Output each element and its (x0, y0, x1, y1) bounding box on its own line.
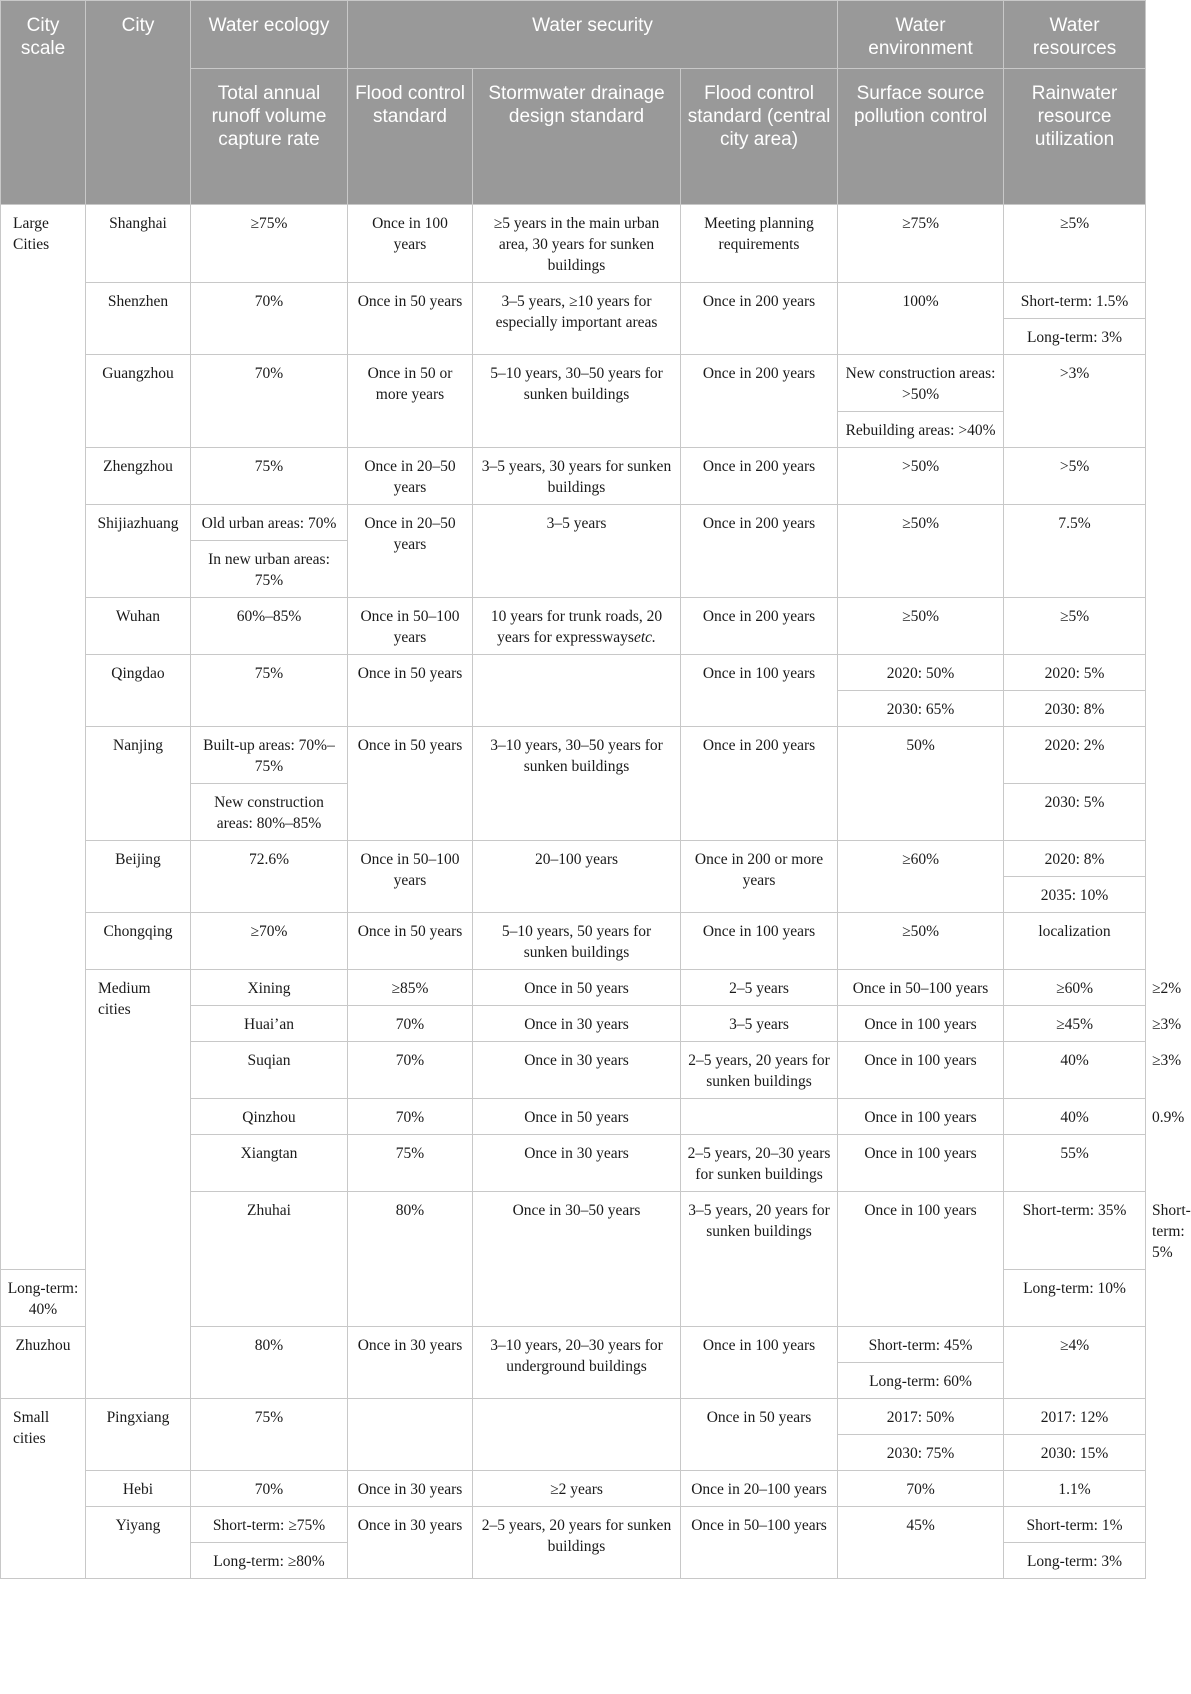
cell-flood: Once in 30–50 years (473, 1192, 681, 1327)
header-city: City (86, 1, 191, 205)
cell-flood: Once in 20–50 years (348, 448, 473, 505)
cell-runoff: ≥85% (348, 970, 473, 1006)
cell-pollution: ≥50% (838, 913, 1004, 970)
cell-city: Zhuzhou (1, 1327, 86, 1399)
cell-storm: 3–5 years, 30 years for sunken buildings (473, 448, 681, 505)
cell-runoff: ≥70% (191, 913, 348, 970)
table-row (1, 598, 1146, 655)
storm-etc: etc. (633, 629, 656, 646)
cell-storm (473, 598, 681, 655)
cell-flood: Once in 50 years (348, 913, 473, 970)
cell-pollution: Long-term: 40% (1, 1270, 86, 1327)
table-row (1, 205, 1146, 283)
cell-pollution: 2020: 50% (838, 655, 1004, 691)
header-flood-central: Flood control standard (central city area) (681, 69, 838, 205)
cell-city: Suqian (191, 1042, 348, 1099)
cell-storm: 3–10 years, 20–30 years for underground buildings (473, 1327, 681, 1399)
header-city-scale: City scale (1, 1, 86, 205)
cell-rain: 2020: 5% (1004, 655, 1146, 691)
header-flood-control: Flood control standard (348, 69, 473, 205)
cell-rain: 2017: 12% (1004, 1399, 1146, 1435)
cell-pollution: Short-term: 35% (1004, 1192, 1146, 1270)
cell-city: Shenzhen (86, 283, 191, 355)
cell-central: Once in 100 years (838, 1135, 1004, 1192)
cell-pollution: 2017: 50% (838, 1399, 1004, 1435)
cell-pollution: 2030: 75% (838, 1435, 1004, 1471)
cell-rain: 2030: 15% (1004, 1435, 1146, 1471)
cell-rain: >3% (1004, 355, 1146, 448)
cell-pollution: ≥50% (838, 505, 1004, 598)
cell-runoff: 72.6% (191, 841, 348, 913)
cell-pollution: 45% (838, 1507, 1004, 1579)
table-row (1, 1507, 1146, 1543)
cell-rain: >5% (1004, 448, 1146, 505)
cell-runoff: 75% (191, 448, 348, 505)
cell-pollution: >50% (838, 448, 1004, 505)
cell-central: Once in 50–100 years (838, 970, 1004, 1006)
cell-rain: ≥4% (1004, 1327, 1146, 1399)
header-runoff: Total annual runoff volume capture rate (191, 69, 348, 205)
cell-runoff: 75% (348, 1135, 473, 1192)
cell-city: Wuhan (86, 598, 191, 655)
cell-central: Meeting planning requirements (681, 205, 838, 283)
storm-text: 10 years for trunk roads, 20 years for expressways (490, 608, 663, 646)
cell-storm: 5–10 years, 50 years for sunken buildings (473, 913, 681, 970)
cell-runoff: 70% (348, 1006, 473, 1042)
table-row: Medium cities Xining ≥85% Once in 50 years 2–5 years Once in 50–100 years ≥60% ≥2% (1, 970, 1146, 1006)
cell-city: Guangzhou (86, 355, 191, 448)
cell-central: Once in 200 years (681, 505, 838, 598)
cell-runoff: 75% (191, 1399, 348, 1471)
cell-rain: localization (1004, 913, 1146, 970)
cell-central: Once in 100 years (838, 1006, 1004, 1042)
header-rainwater: Rainwater resource utilization (1004, 69, 1146, 205)
cell-rain: 7.5% (1004, 505, 1146, 598)
cell-rain: 1.1% (1004, 1471, 1146, 1507)
cell-runoff: In new urban areas: 75% (191, 541, 348, 598)
cell-storm: 2–5 years, 20–30 years for sunken buildings (681, 1135, 838, 1192)
cell-pollution: 55% (1004, 1135, 1146, 1192)
cell-city: Qinzhou (191, 1099, 348, 1135)
cell-storm (473, 1399, 681, 1471)
cell-pollution: Short-term: 45% (838, 1327, 1004, 1363)
table-row (1, 505, 1146, 541)
cell-flood: Once in 30 years (348, 1327, 473, 1399)
cell-runoff: 70% (348, 1099, 473, 1135)
header-surface-pollution: Surface source pollution control (838, 69, 1004, 205)
cell-rain: Long-term: 3% (1004, 1543, 1146, 1579)
table-row (1, 283, 1146, 319)
cell-rain: Short-term: 1% (1004, 1507, 1146, 1543)
cell-runoff: 70% (191, 283, 348, 355)
header-stormwater: Stormwater drainage design standard (473, 69, 681, 205)
cell-storm: 3–5 years, ≥10 years for especially important areas (473, 283, 681, 355)
cell-city: Shijiazhuang (86, 505, 191, 598)
table-row: Qinzhou 70% Once in 50 years Once in 100 years 40% 0.9% (1, 1099, 1146, 1135)
cell-runoff: New construction areas: 80%–85% (191, 784, 348, 841)
cell-central: Once in 20–100 years (681, 1471, 838, 1507)
cell-flood: Once in 30 years (473, 1042, 681, 1099)
cell-city: Qingdao (86, 655, 191, 727)
cell-central: Once in 100 years (681, 655, 838, 727)
cell-storm: 3–5 years (681, 1006, 838, 1042)
cell-city: Hebi (86, 1471, 191, 1507)
cell-rain: Long-term: 3% (1004, 319, 1146, 355)
table-row (1, 655, 1146, 691)
scale-large: Large Cities (1, 205, 86, 1270)
cell-pollution: ≥50% (838, 598, 1004, 655)
cell-rain: ≥5% (1004, 598, 1146, 655)
cell-runoff: 70% (348, 1042, 473, 1099)
cell-city: Yiyang (86, 1507, 191, 1579)
cell-flood: Once in 50 years (473, 970, 681, 1006)
cell-storm: ≥2 years (473, 1471, 681, 1507)
cell-flood: Once in 100 years (348, 205, 473, 283)
cell-flood: Once in 50–100 years (348, 841, 473, 913)
cell-flood: Once in 50 years (348, 655, 473, 727)
cell-city: Beijing (86, 841, 191, 913)
cell-storm (473, 655, 681, 727)
cell-flood: Once in 30 years (348, 1507, 473, 1579)
cell-pollution: 2030: 65% (838, 691, 1004, 727)
table-row (1, 448, 1146, 505)
cell-runoff: 75% (191, 655, 348, 727)
table-row (1, 841, 1146, 877)
cell-rain: 2030: 5% (1004, 784, 1146, 841)
cell-central: Once in 100 years (838, 1192, 1004, 1327)
cell-flood: Once in 50 years (348, 727, 473, 841)
cell-pollution: 50% (838, 727, 1004, 841)
cell-storm: 2–5 years, 20 years for sunken buildings (473, 1507, 681, 1579)
header-water-environment: Water environment (838, 1, 1004, 69)
cell-pollution: 40% (1004, 1099, 1146, 1135)
cell-flood: Once in 30 years (348, 1471, 473, 1507)
cell-rain: Short-term: 1.5% (1004, 283, 1146, 319)
cell-city: Huai’an (191, 1006, 348, 1042)
cell-pollution: 100% (838, 283, 1004, 355)
cell-central: Once in 50 years (681, 1399, 838, 1471)
cell-runoff: 60%–85% (191, 598, 348, 655)
cell-pollution: 70% (838, 1471, 1004, 1507)
cell-pollution: ≥45% (1004, 1006, 1146, 1042)
table-row (1, 727, 1146, 784)
table-row (1, 355, 1146, 412)
cell-storm: 5–10 years, 30–50 years for sunken buildings (473, 355, 681, 448)
table-row (1, 913, 1146, 970)
cell-rain: Long-term: 10% (1004, 1270, 1146, 1327)
cell-storm (681, 1099, 838, 1135)
header-water-resources: Water resources (1004, 1, 1146, 69)
cell-flood: Once in 30 years (473, 1006, 681, 1042)
cell-flood (348, 1399, 473, 1471)
cell-central: Once in 200 years (681, 598, 838, 655)
cell-rain: 2020: 2% (1004, 727, 1146, 784)
cell-flood: Once in 30 years (473, 1135, 681, 1192)
cell-runoff: Short-term: ≥75% (191, 1507, 348, 1543)
cell-runoff: 80% (191, 1327, 348, 1399)
cell-central: Once in 100 years (838, 1099, 1004, 1135)
cell-storm: 3–5 years, 20 years for sunken buildings (681, 1192, 838, 1327)
header-water-security: Water security (348, 1, 838, 69)
cell-central: Once in 200 years (681, 355, 838, 448)
cell-storm: 3–10 years, 30–50 years for sunken buildings (473, 727, 681, 841)
cell-rain: ≥5% (1004, 205, 1146, 283)
cell-runoff: Long-term: ≥80% (191, 1543, 348, 1579)
cell-central: Once in 100 years (681, 1327, 838, 1399)
cell-runoff: Built-up areas: 70%–75% (191, 727, 348, 784)
cell-flood: Once in 50–100 years (348, 598, 473, 655)
cell-central: Once in 200 or more years (681, 841, 838, 913)
cell-city: Zhengzhou (86, 448, 191, 505)
cell-central: Once in 200 years (681, 727, 838, 841)
cell-runoff: 80% (348, 1192, 473, 1327)
cell-runoff: Old urban areas: 70% (191, 505, 348, 541)
cell-pollution: ≥60% (1004, 970, 1146, 1006)
cell-pollution: ≥75% (838, 205, 1004, 283)
cell-flood: Once in 20–50 years (348, 505, 473, 598)
cell-pollution: Rebuilding areas: >40% (838, 412, 1004, 448)
cell-city: Chongqing (86, 913, 191, 970)
scale-medium: Medium cities (86, 970, 191, 1399)
cell-pollution: ≥60% (838, 841, 1004, 913)
cell-flood: Once in 50 or more years (348, 355, 473, 448)
cell-runoff: 70% (191, 355, 348, 448)
table-row (1, 1471, 1146, 1507)
cell-rain: 2020: 8% (1004, 841, 1146, 877)
cell-runoff: ≥75% (191, 205, 348, 283)
cell-storm: 2–5 years, 20 years for sunken buildings (681, 1042, 838, 1099)
table-row: Huai’an 70% Once in 30 years 3–5 years Once in 100 years ≥45% ≥3% (1, 1006, 1146, 1042)
cell-storm: 20–100 years (473, 841, 681, 913)
cell-city: Shanghai (86, 205, 191, 283)
cell-flood: Once in 50 years (473, 1099, 681, 1135)
cell-central: Once in 100 years (838, 1042, 1004, 1099)
cell-city: Zhuhai (191, 1192, 348, 1327)
cell-city: Nanjing (86, 727, 191, 841)
table-row: Suqian 70% Once in 30 years 2–5 years, 20 years for sunken buildings Once in 100 years 40% ≥3% (1, 1042, 1146, 1099)
cell-central: Once in 200 years (681, 448, 838, 505)
cell-rain: 2030: 8% (1004, 691, 1146, 727)
cell-central: Once in 50–100 years (681, 1507, 838, 1579)
cell-rain: 2035: 10% (1004, 877, 1146, 913)
cell-pollution: Long-term: 60% (838, 1363, 1004, 1399)
cell-pollution: 40% (1004, 1042, 1146, 1099)
cell-central: Once in 100 years (681, 913, 838, 970)
cell-city: Xiangtan (191, 1135, 348, 1192)
cell-storm: 2–5 years (681, 970, 838, 1006)
cell-runoff: 70% (191, 1471, 348, 1507)
table-row: Zhuhai 80% Once in 30–50 years 3–5 years, 20 years for sunken buildings Once in 100 years Short-term: 35% Short-term: 5% (1, 1192, 1146, 1270)
cell-pollution: New construction areas: >50% (838, 355, 1004, 412)
table-row (1, 1399, 1146, 1435)
cell-city: Xining (191, 970, 348, 1006)
header-water-ecology: Water ecology (191, 1, 348, 69)
cell-flood: Once in 50 years (348, 283, 473, 355)
cell-storm: 3–5 years (473, 505, 681, 598)
cell-central: Once in 200 years (681, 283, 838, 355)
cell-storm: ≥5 years in the main urban area, 30 years for sunken buildings (473, 205, 681, 283)
cell-city: Pingxiang (86, 1399, 191, 1471)
scale-small: Small cities (1, 1399, 86, 1579)
